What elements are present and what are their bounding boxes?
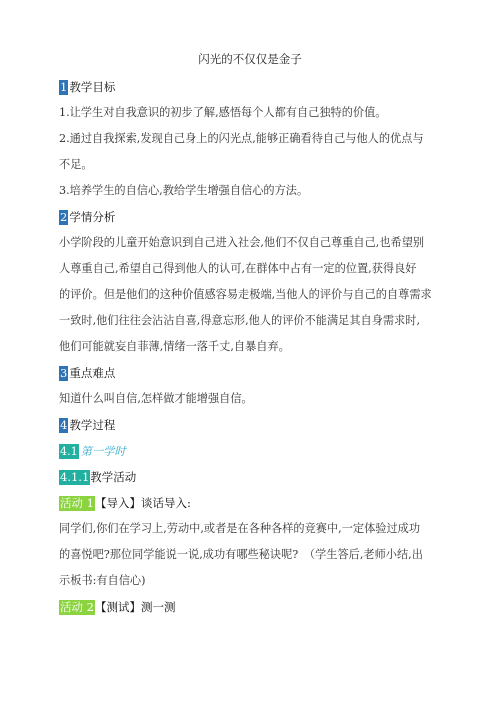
activity-tag: 活动 1 — [60, 496, 94, 510]
section-heading-key-points — [59, 366, 459, 381]
activity-1-heading — [59, 496, 459, 511]
subsection-number: 4.1 — [60, 445, 78, 458]
section-number: 2 — [60, 210, 68, 224]
key-point-line: 知道什么叫自信,怎样做才能增强自信。 — [59, 392, 253, 405]
goal-line: 不足。 — [59, 158, 93, 171]
section-label: 学情分析 — [69, 210, 116, 224]
goal-line: 2.通过自我探索,发现自己身上的闪光点,能够正确看待自己与他人的优点与 — [59, 132, 424, 145]
subsection-teaching-activity — [59, 470, 459, 485]
section-number: 1 — [60, 80, 68, 94]
goal-line: 3.培养学生的自信心,教给学生增强自信心的方法。 — [59, 184, 309, 197]
subsection-number: 4.1.1 — [60, 470, 90, 484]
subsection-label: 第一学时 — [80, 445, 126, 458]
section-heading-process — [59, 418, 459, 433]
analysis-line: 一致时,他们往往会沾沾自喜,得意忘形,他人的评价不能满足其自身需求时, — [59, 314, 421, 327]
goal-line: 1.让学生对自我意识的初步了解,感悟每个人都有自己独特的价值。 — [59, 106, 387, 119]
section-label: 重点难点 — [69, 366, 116, 380]
analysis-line: 的评价。但是他们的这种价值感容易走极端,当他人的评价与自己的自尊需求 — [59, 288, 432, 301]
section-heading-analysis — [59, 210, 459, 225]
activity-line: 示板书:有自信心) — [59, 574, 146, 587]
activity-tag: 活动 2 — [60, 600, 94, 614]
activity-2-heading — [59, 600, 459, 615]
analysis-line: 小学阶段的儿童开始意识到自己进入社会,他们不仅自己尊重自己,也希望别 — [59, 236, 425, 249]
document-title: 闪光的不仅仅是金子 — [198, 52, 302, 66]
subsection-label: 教学活动 — [90, 470, 137, 484]
section-label: 教学目标 — [69, 80, 116, 94]
analysis-line: 他们可能就妄自菲薄,情绪一落千丈,自暴自弃。 — [59, 340, 290, 353]
analysis-line: 人尊重自己,希望自己得到他人的认可,在群体中占有一定的位置,获得良好 — [59, 262, 417, 275]
activity-title: 【导入】谈话导入: — [94, 496, 191, 510]
section-number: 3 — [60, 366, 68, 380]
activity-title: 【测试】测一测 — [94, 600, 176, 614]
activity-line: 同学们,你们在学习上,劳动中,或者是在各种各样的竞赛中,一定体验过成功 — [59, 522, 421, 535]
section-label: 教学过程 — [69, 418, 116, 432]
section-number: 4 — [60, 418, 68, 432]
subsection-first-lesson — [59, 444, 459, 459]
activity-line: 的喜悦吧?那位同学能说一说,成功有哪些秘诀呢? （学生答后,老师小结,出 — [59, 548, 423, 561]
section-heading-goals — [59, 80, 459, 95]
